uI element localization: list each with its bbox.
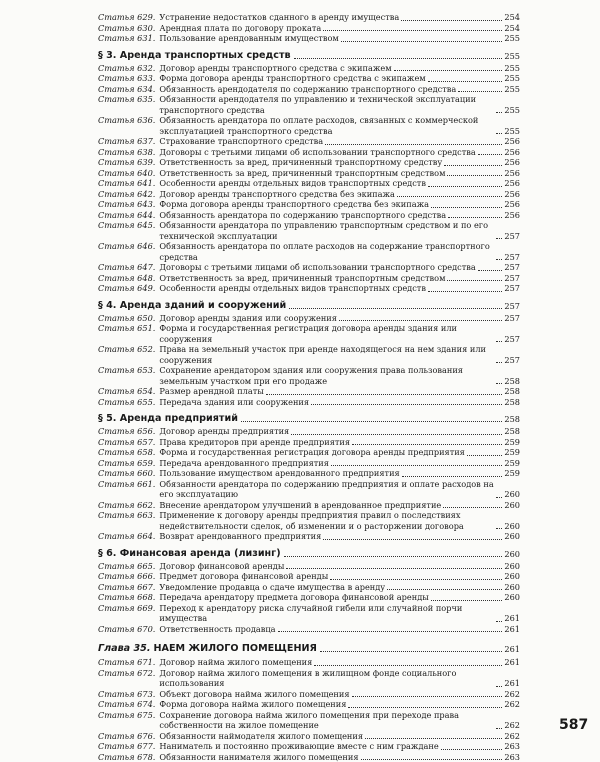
dot-leader xyxy=(320,645,502,652)
article-number: Статья 640. xyxy=(98,168,155,179)
dot-leader xyxy=(278,625,503,632)
page-ref: 257 xyxy=(504,252,520,263)
page-ref: 260 xyxy=(504,531,520,542)
page-ref: 257 xyxy=(504,273,520,284)
article-number: Статья 655. xyxy=(98,397,155,408)
toc-article-row xyxy=(98,468,520,479)
toc-section-heading xyxy=(98,300,520,312)
article-title: Договор найма жилого помещения в жилищном фонде социального использования xyxy=(159,668,494,689)
dot-leader xyxy=(330,573,502,580)
article-title: Договор аренды транспортного средства без экипажа xyxy=(159,189,395,200)
dot-leader xyxy=(294,52,503,59)
article-number: Статья 669. xyxy=(98,603,155,614)
page-ref: 256 xyxy=(504,189,520,200)
toc-article-row xyxy=(98,731,520,742)
dot-leader xyxy=(323,24,502,31)
toc-article-row xyxy=(98,220,520,241)
dot-leader xyxy=(314,659,502,666)
article-number: Статья 632. xyxy=(98,63,155,74)
article-title: Договор финансовой аренды xyxy=(159,561,284,572)
article-title: Передача арендованного предприятия xyxy=(159,458,329,469)
article-number: Статья 673. xyxy=(98,689,155,700)
article-title: Договор аренды предприятия xyxy=(159,426,289,437)
article-title: Форма договора аренды транспортного средства без экипажа xyxy=(159,199,429,210)
page-ref: 256 xyxy=(504,168,520,179)
dot-leader xyxy=(348,701,502,708)
article-number: Статья 665. xyxy=(98,561,155,572)
article-title: Возврат арендованного предприятия xyxy=(159,531,321,542)
article-title: Обязанности нанимателя жилого помещения xyxy=(159,752,358,762)
section-title: § 5. Аренда предприятий xyxy=(98,413,238,425)
article-number: Статья 642. xyxy=(98,189,155,200)
article-number: Статья 631. xyxy=(98,33,155,44)
article-title: Обязанность арендатора по содержанию транспортного средства xyxy=(159,210,446,221)
toc-article-row xyxy=(98,531,520,542)
dot-leader xyxy=(286,562,502,569)
article-number: Статья 662. xyxy=(98,500,155,511)
page-ref: 257 xyxy=(504,300,520,312)
toc-article-row xyxy=(98,23,520,34)
toc-article-row xyxy=(98,668,520,689)
dot-leader xyxy=(397,190,502,197)
article-title: Уведомление продавца о сдаче имущества в аренду xyxy=(159,582,385,593)
dot-leader xyxy=(478,264,503,271)
page-ref: 261 xyxy=(504,643,520,655)
page-ref: 257 xyxy=(504,334,520,345)
page-ref: 258 xyxy=(504,376,520,387)
dot-leader xyxy=(284,550,503,557)
article-number: Статья 637. xyxy=(98,136,155,147)
toc-article-row xyxy=(98,84,520,95)
article-title: Внесение арендатором улучшений в арендованное предприятие xyxy=(159,500,441,511)
toc-article-row xyxy=(98,571,520,582)
toc-article-row xyxy=(98,397,520,408)
article-number: Статья 654. xyxy=(98,386,155,397)
dot-leader xyxy=(496,127,502,134)
article-number: Статья 636. xyxy=(98,115,155,126)
dot-leader xyxy=(331,459,502,466)
article-number: Статья 659. xyxy=(98,458,155,469)
article-title: Арендная плата по договору проката xyxy=(159,23,321,34)
page-ref: 254 xyxy=(504,23,520,34)
article-number: Статья 651. xyxy=(98,323,155,334)
dot-leader xyxy=(325,138,502,145)
article-title: Форма и государственная регистрация договора аренды предприятия xyxy=(159,447,464,458)
page-ref: 260 xyxy=(504,500,520,511)
toc-article-row xyxy=(98,241,520,262)
article-number: Статья 643. xyxy=(98,199,155,210)
toc-article-row xyxy=(98,752,520,762)
article-title: Обязанности арендатора по содержанию предприятия и оплате расходов на его эксплуатацию xyxy=(159,479,494,500)
article-number: Статья 674. xyxy=(98,699,155,710)
page-ref: 263 xyxy=(504,741,520,752)
page-ref: 257 xyxy=(504,283,520,294)
page-ref: 260 xyxy=(504,489,520,500)
dot-leader xyxy=(341,35,503,42)
dot-leader xyxy=(365,732,502,739)
toc-article-row xyxy=(98,479,520,500)
article-number: Статья 647. xyxy=(98,262,155,273)
dot-leader xyxy=(467,449,503,456)
toc-article-row xyxy=(98,273,520,284)
article-number: Статья 676. xyxy=(98,731,155,742)
article-title: Обязанность арендатора по оплате расходов на содержание транспортного средства xyxy=(159,241,494,262)
toc-section-heading xyxy=(98,50,520,62)
article-title: Сохранение арендатором здания или сооружения права пользования земельным участком при его продаже xyxy=(159,365,494,386)
toc-article-row xyxy=(98,365,520,386)
dot-leader xyxy=(444,159,502,166)
article-title: Ответственность за вред, причиненный транспортным средством xyxy=(159,168,445,179)
dot-leader xyxy=(401,14,502,21)
article-title: Особенности аренды отдельных видов транспортных средств xyxy=(159,283,426,294)
dot-leader xyxy=(361,753,503,760)
article-title: Устранение недостатков сданного в аренду имущества xyxy=(159,12,399,23)
toc-article-row xyxy=(98,136,520,147)
page-ref: 259 xyxy=(504,468,520,479)
page-ref: 257 xyxy=(504,313,520,324)
dot-leader xyxy=(448,211,502,218)
article-title: Ответственность за вред, причиненный транспортному средству xyxy=(159,157,442,168)
section-title: § 4. Аренда зданий и сооружений xyxy=(98,300,286,312)
article-number: Статья 672. xyxy=(98,668,155,679)
dot-leader xyxy=(478,148,503,155)
article-number: Статья 644. xyxy=(98,210,155,221)
page-ref: 259 xyxy=(504,437,520,448)
chapter-title: НАЕМ ЖИЛОГО ПОМЕЩЕНИЯ xyxy=(154,643,317,655)
toc-article-row xyxy=(98,33,520,44)
page-ref: 255 xyxy=(504,33,520,44)
toc-article-row xyxy=(98,283,520,294)
page-ref: 258 xyxy=(504,413,520,425)
page-ref: 258 xyxy=(504,386,520,397)
article-number: Статья 656. xyxy=(98,426,155,437)
toc-article-row xyxy=(98,510,520,531)
dot-leader xyxy=(266,388,503,395)
page-ref: 261 xyxy=(504,613,520,624)
toc-article-row xyxy=(98,447,520,458)
page-ref: 263 xyxy=(504,752,520,762)
dot-leader xyxy=(496,232,502,239)
article-title: Обязанности арендодателя по управлению и технической эксплуатации транспортного средства xyxy=(159,94,494,115)
dot-leader xyxy=(428,75,503,82)
article-title: Договоры с третьими лицами об использовании транспортного средства xyxy=(159,262,475,273)
article-number: Статья 650. xyxy=(98,313,155,324)
dot-leader xyxy=(431,201,502,208)
dot-leader xyxy=(496,491,502,498)
article-number: Статья 635. xyxy=(98,94,155,105)
toc-article-row xyxy=(98,561,520,572)
toc-article-row xyxy=(98,657,520,668)
toc-article-row xyxy=(98,12,520,23)
toc-article-row xyxy=(98,199,520,210)
page-ref: 257 xyxy=(504,262,520,273)
article-title: Объект договора найма жилого помещения xyxy=(159,689,349,700)
dot-leader xyxy=(402,470,503,477)
toc-article-row xyxy=(98,189,520,200)
page-ref: 257 xyxy=(504,355,520,366)
toc-section-heading xyxy=(98,548,520,560)
toc-section-heading xyxy=(98,413,520,425)
page-ref: 261 xyxy=(504,678,520,689)
toc-article-row xyxy=(98,710,520,731)
dot-leader xyxy=(496,680,502,687)
dot-leader xyxy=(496,522,502,529)
toc-article-row xyxy=(98,386,520,397)
article-title: Договор найма жилого помещения xyxy=(159,657,312,668)
page-ref: 255 xyxy=(504,126,520,137)
section-title: § 3. Аренда транспортных средств xyxy=(98,50,291,62)
toc-article-row xyxy=(98,699,520,710)
page-ref: 262 xyxy=(504,731,520,742)
page-ref: 259 xyxy=(504,447,520,458)
article-title: Предмет договора финансовой аренды xyxy=(159,571,328,582)
dot-leader xyxy=(428,180,502,187)
toc-article-row xyxy=(98,147,520,158)
page-ref: 256 xyxy=(504,136,520,147)
article-number: Статья 678. xyxy=(98,752,155,762)
toc-article-row xyxy=(98,500,520,511)
article-title: Форма договора аренды транспортного средства с экипажем xyxy=(159,73,425,84)
dot-leader xyxy=(339,314,502,321)
dot-leader xyxy=(394,64,503,71)
article-title: Форма договора найма жилого помещения xyxy=(159,699,346,710)
toc-article-row xyxy=(98,115,520,136)
article-number: Статья 629. xyxy=(98,12,155,23)
page-ref: 260 xyxy=(504,521,520,532)
page-ref: 261 xyxy=(504,657,520,668)
article-number: Статья 638. xyxy=(98,147,155,158)
article-number: Статья 666. xyxy=(98,571,155,582)
page-ref: 260 xyxy=(504,582,520,593)
table-of-contents xyxy=(98,12,520,762)
dot-leader xyxy=(496,377,502,384)
article-number: Статья 664. xyxy=(98,531,155,542)
dot-leader xyxy=(496,615,502,622)
article-title: Сохранение договора найма жилого помещения при переходе права собственности на жилое помещение xyxy=(159,710,494,731)
article-number: Статья 646. xyxy=(98,241,155,252)
article-title: Применение к договору аренды предприятия правил о последствиях недействительности сделок, об изменении и о расторжении договора xyxy=(159,510,494,531)
article-title: Размер арендной платы xyxy=(159,386,263,397)
article-title: Ответственность за вред, причиненный транспортным средством xyxy=(159,273,445,284)
dot-leader xyxy=(323,533,502,540)
article-title: Обязанности наймодателя жилого помещения xyxy=(159,731,363,742)
toc-article-row xyxy=(98,624,520,635)
article-number: Статья 645. xyxy=(98,220,155,231)
page-ref: 256 xyxy=(504,147,520,158)
toc-article-row xyxy=(98,262,520,273)
dot-leader xyxy=(496,356,502,363)
article-title: Договор аренды транспортного средства с экипажем xyxy=(159,63,391,74)
toc-article-row xyxy=(98,157,520,168)
page-ref: 255 xyxy=(504,50,520,62)
article-number: Статья 653. xyxy=(98,365,155,376)
article-number: Статья 671. xyxy=(98,657,155,668)
article-number: Статья 670. xyxy=(98,624,155,635)
toc-article-row xyxy=(98,437,520,448)
article-number: Статья 661. xyxy=(98,479,155,490)
article-title: Форма и государственная регистрация договора аренды здания или сооружения xyxy=(159,323,494,344)
dot-leader xyxy=(387,583,502,590)
dot-leader xyxy=(352,690,503,697)
toc-article-row xyxy=(98,603,520,624)
section-title: § 6. Финансовая аренда (лизинг) xyxy=(98,548,281,560)
article-title: Обязанности арендатора по управлению транспортным средством и по его технической эксплуатации xyxy=(159,220,494,241)
article-title: Права на земельный участок при аренде находящегося на нем здания или сооружения xyxy=(159,344,494,365)
article-title: Особенности аренды отдельных видов транспортных средств xyxy=(159,178,426,189)
page-ref: 260 xyxy=(504,561,520,572)
page-ref: 254 xyxy=(504,12,520,23)
page-ref: 255 xyxy=(504,105,520,116)
article-number: Статья 660. xyxy=(98,468,155,479)
article-title: Передача арендатору предмета договора финансовой аренды xyxy=(159,592,428,603)
article-number: Статья 639. xyxy=(98,157,155,168)
article-number: Статья 658. xyxy=(98,447,155,458)
dot-leader xyxy=(289,302,502,309)
article-number: Статья 630. xyxy=(98,23,155,34)
article-title: Пользование арендованным имуществом xyxy=(159,33,338,44)
toc-article-row xyxy=(98,323,520,344)
article-title: Страхование транспортного средства xyxy=(159,136,323,147)
toc-article-row xyxy=(98,344,520,365)
dot-leader xyxy=(352,438,502,445)
page-ref: 262 xyxy=(504,720,520,731)
page-ref: 256 xyxy=(504,157,520,168)
page-ref: 256 xyxy=(504,178,520,189)
chapter-label: Глава 35. xyxy=(98,643,151,655)
article-number: Статья 648. xyxy=(98,273,155,284)
article-number: Статья 634. xyxy=(98,84,155,95)
article-title: Договоры с третьими лицами об использовании транспортного средства xyxy=(159,147,475,158)
dot-leader xyxy=(496,253,502,260)
article-number: Статья 633. xyxy=(98,73,155,84)
article-number: Статья 675. xyxy=(98,710,155,721)
toc-article-row xyxy=(98,313,520,324)
dot-leader xyxy=(443,501,502,508)
page-ref: 259 xyxy=(504,458,520,469)
dot-leader xyxy=(431,594,503,601)
page-ref: 261 xyxy=(504,624,520,635)
toc-article-row xyxy=(98,426,520,437)
dot-leader xyxy=(241,415,502,422)
dot-leader xyxy=(458,85,502,92)
page-ref: 262 xyxy=(504,699,520,710)
article-number: Статья 657. xyxy=(98,437,155,448)
dot-leader xyxy=(496,106,502,113)
article-number: Статья 663. xyxy=(98,510,155,521)
article-title: Передача здания или сооружения xyxy=(159,397,309,408)
dot-leader xyxy=(447,274,502,281)
page-ref: 258 xyxy=(504,397,520,408)
page-ref: 257 xyxy=(504,231,520,242)
page-ref: 260 xyxy=(504,592,520,603)
article-title: Обязанность арендатора по оплате расходов, связанных с коммерческой эксплуатацией транспортного средства xyxy=(159,115,494,136)
dot-leader xyxy=(291,428,502,435)
page-ref: 255 xyxy=(504,63,520,74)
toc-article-row xyxy=(98,168,520,179)
article-title: Наниматель и постоянно проживающие вместе с ним граждане xyxy=(159,741,438,752)
page-ref: 256 xyxy=(504,199,520,210)
page-ref: 255 xyxy=(504,84,520,95)
toc-article-row xyxy=(98,73,520,84)
article-title: Обязанность арендодателя по содержанию транспортного средства xyxy=(159,84,456,95)
article-title: Ответственность продавца xyxy=(159,624,275,635)
page-ref: 255 xyxy=(504,73,520,84)
dot-leader xyxy=(496,335,502,342)
toc-article-row xyxy=(98,592,520,603)
dot-leader xyxy=(496,722,502,729)
dot-leader xyxy=(311,398,502,405)
dot-leader xyxy=(447,169,502,176)
dot-leader xyxy=(441,743,503,750)
toc-chapter-heading xyxy=(98,643,520,655)
page-ref: 260 xyxy=(504,571,520,582)
page-ref: 260 xyxy=(504,548,520,560)
article-number: Статья 649. xyxy=(98,283,155,294)
article-number: Статья 652. xyxy=(98,344,155,355)
article-title: Договор аренды здания или сооружения xyxy=(159,313,337,324)
page-ref: 262 xyxy=(504,689,520,700)
dot-leader xyxy=(428,285,502,292)
toc-article-row xyxy=(98,582,520,593)
toc-article-row xyxy=(98,210,520,221)
article-number: Статья 667. xyxy=(98,582,155,593)
article-title: Пользование имуществом арендованного предприятия xyxy=(159,468,399,479)
page-ref: 256 xyxy=(504,210,520,221)
toc-article-row xyxy=(98,63,520,74)
toc-article-row xyxy=(98,94,520,115)
page-number: 587 xyxy=(559,717,588,733)
article-number: Статья 641. xyxy=(98,178,155,189)
article-title: Переход к арендатору риска случайной гибели или случайной порчи имущества xyxy=(159,603,494,624)
toc-article-row xyxy=(98,458,520,469)
page-ref: 258 xyxy=(504,426,520,437)
toc-article-row xyxy=(98,178,520,189)
article-number: Статья 668. xyxy=(98,592,155,603)
toc-article-row xyxy=(98,689,520,700)
article-number: Статья 677. xyxy=(98,741,155,752)
article-title: Права кредиторов при аренде предприятия xyxy=(159,437,350,448)
